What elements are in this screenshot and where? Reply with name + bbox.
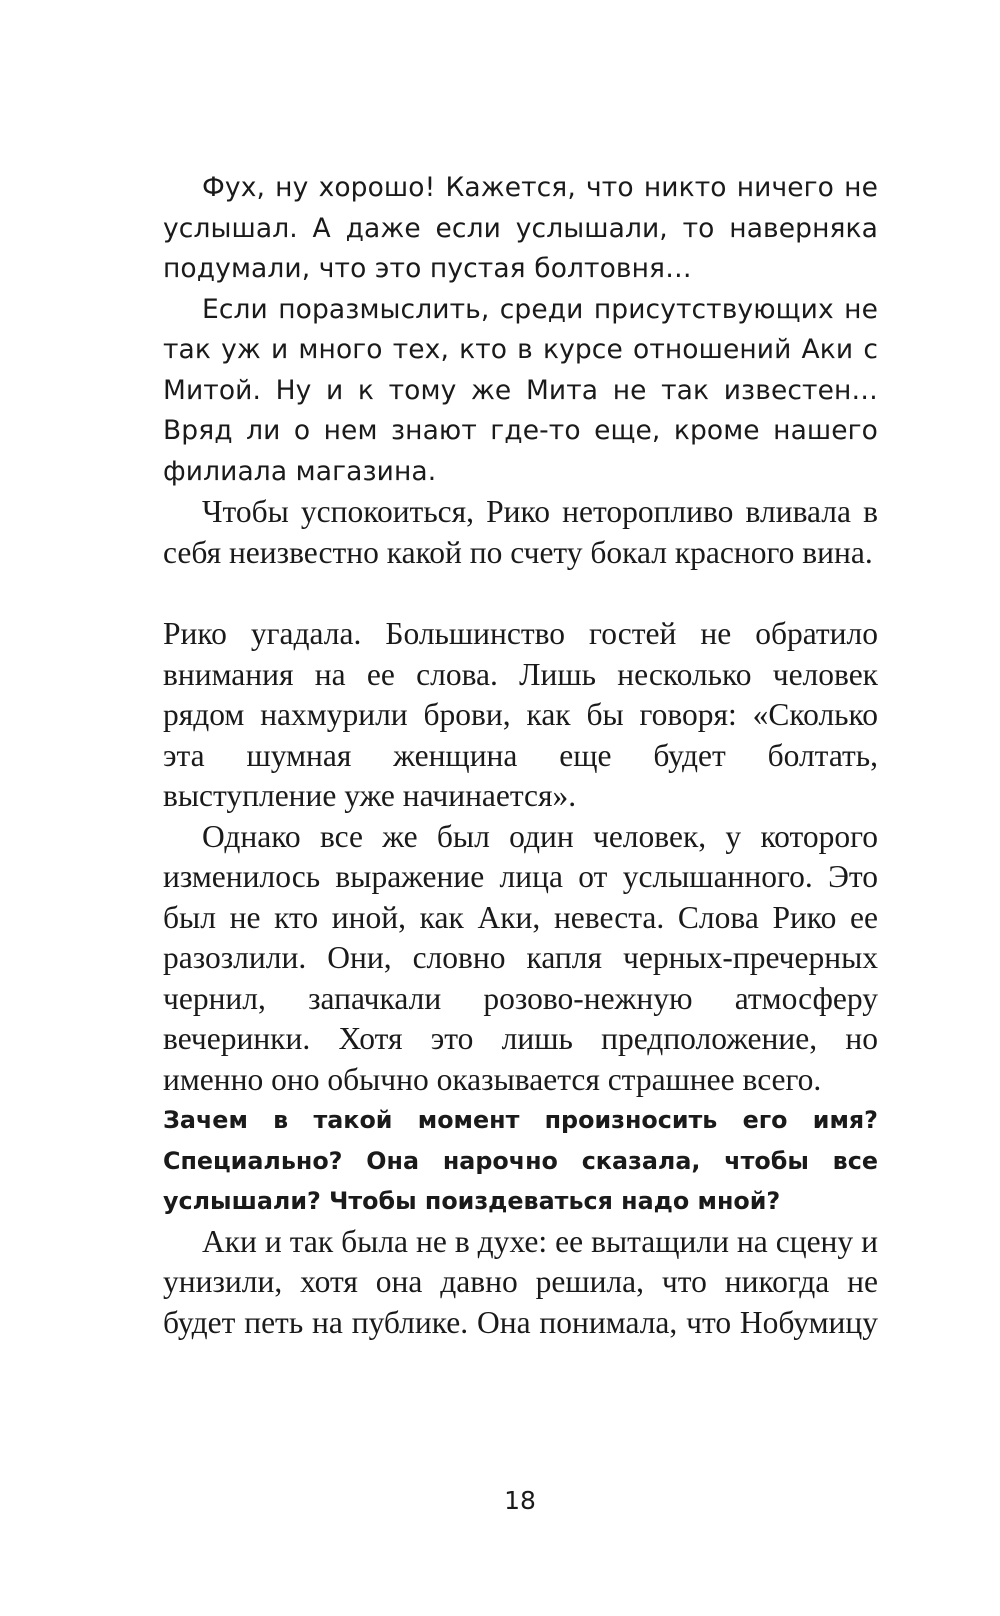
section-break xyxy=(163,573,878,614)
paragraph-thought-reflection: Если поразмыслить, среди присутствующих не так уж и много тех, кто в курсе отношений Аки с Митой. Ну и к тому же Мита не так известен… Вряд ли о нем знают где-то еще, кроме нашего филиала магазина. xyxy=(163,293,878,487)
paragraph-thought-relief: Фух, ну хорошо! Кажется, что никто ничего не услышал. А даже если услышали, то наверняка подумали, что это пустая болтовня… xyxy=(163,172,878,284)
paragraph-aki-reaction: Однако все же был один человек, у которого изменилось выражение лица от услышанного. Это был не кто иной, как Аки, невеста. Слова Рико ее разозлили. Они, словно капля черных-пречерных чернил, запачкали розово-нежную атмосферу вечеринки. Хотя это лишь предположение, но именно оно обычно оказывается страшнее всего. xyxy=(163,818,878,1097)
paragraph-riko-guessed: Рико угадала. Большинство гостей не обратило внимания на ее слова. Лишь несколько человек рядом нахмурили брови, как бы говоря: «Сколько эта шумная женщина еще будет болтать, выступление уже начинается». xyxy=(163,616,878,813)
paragraph-aki-mood: Аки и так была не в духе: ее вытащили на сцену и унизили, хотя она давно решила, что никогда не будет петь на публике. Она понимала, что Нобумицу xyxy=(163,1223,878,1340)
paragraph-aki-thought: Зачем в такой момент произносить его имя? Специально? Она нарочно сказала, чтобы все услышали? Чтобы поиздеваться надо мной? xyxy=(163,1106,878,1215)
page-body xyxy=(163,168,878,1343)
paragraph-riko-wine: Чтобы успокоиться, Рико неторопливо вливала в себя неизвестно какой по счету бокал красного вина. xyxy=(163,494,878,570)
page-number: 18 xyxy=(504,1486,536,1515)
